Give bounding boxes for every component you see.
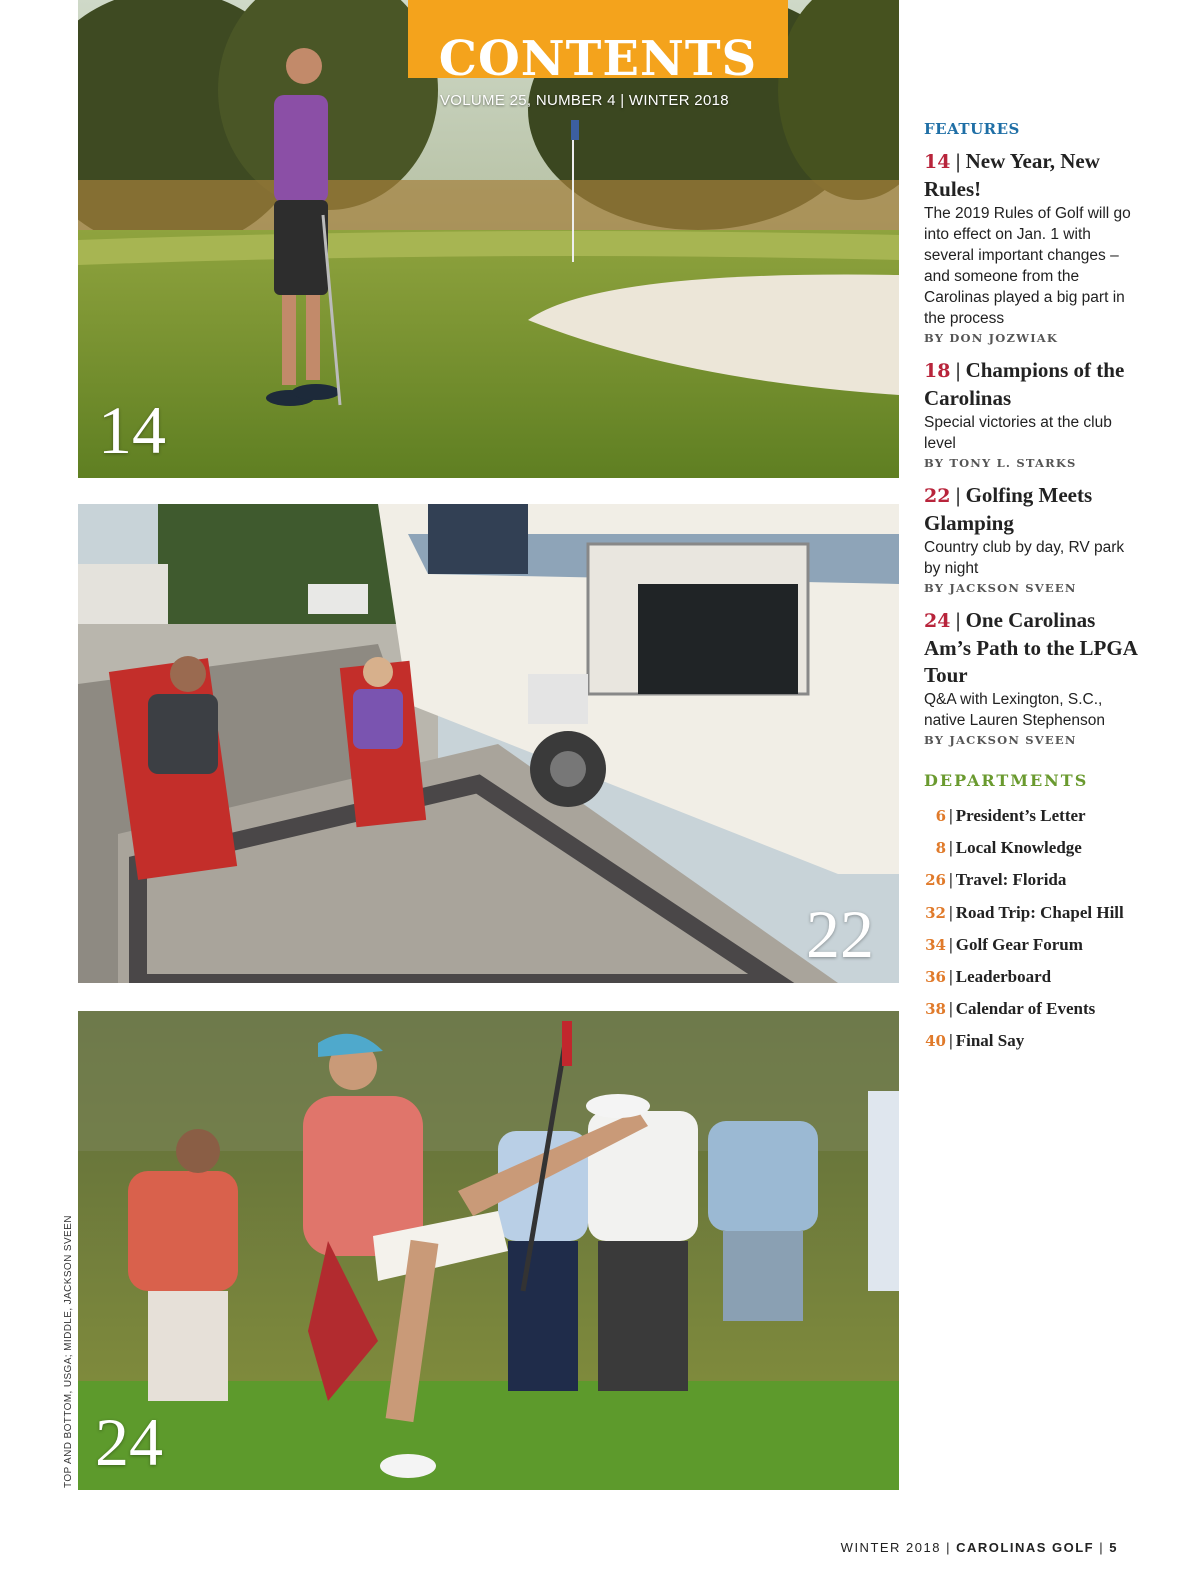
department-page-number: 32 [925,903,946,922]
department-item[interactable] [924,832,1144,864]
feature-title: New Year, New Rules! [924,149,1100,201]
department-title: Local Knowledge [955,838,1082,858]
separator: | [949,806,953,825]
department-title: President’s Letter [955,806,1086,825]
department-page-number: 34 [925,935,946,954]
separator: | [950,483,966,507]
department-item[interactable] [924,1025,1144,1057]
photo-golfer-celebration [78,1011,899,1490]
department-item[interactable] [924,897,1144,929]
department-item[interactable] [924,929,1144,961]
separator: | [950,358,966,382]
feature-byline: BY JACKSON SVEEN [924,581,1077,595]
feature-item[interactable] [924,357,1144,470]
contents-banner [408,0,788,87]
separator: | [950,149,966,173]
departments-heading: DEPARTMENTS [924,771,1089,790]
separator: | [1099,1540,1105,1555]
separator: | [950,608,966,632]
feature-title-row [924,148,1144,203]
department-title: Travel: Florida [955,870,1067,890]
feature-title-row [924,607,1144,689]
issue-line: VOLUME 25, NUMBER 4 | WINTER 2018 [440,92,729,109]
separator: | [949,902,953,922]
department-page-number: 6 [935,807,946,825]
page-folio [841,1540,1118,1555]
separator: | [949,1031,953,1051]
feature-description: Special victories at the club level [924,414,1112,452]
feature-byline: BY JACKSON SVEEN [924,733,1077,747]
separator: | [949,999,953,1019]
feature-title: Champions of the Carolinas [924,358,1125,410]
department-page-number: 36 [925,968,946,987]
department-title: Leaderboard [955,967,1052,987]
photo-credit: TOP AND BOTTOM, USGA; MIDDLE, JACKSON SVEEN [63,1215,74,1488]
feature-description: Country club by day, RV park by night [924,539,1125,577]
feature-title-row [924,482,1144,537]
feature-description: Q&A with Lexington, S.C., native Lauren Stephenson [924,691,1105,729]
contents-title: CONTENTS [438,31,758,87]
department-title: Final Say [955,1031,1025,1051]
department-item[interactable] [924,993,1144,1025]
department-title: Golf Gear Forum [955,934,1083,954]
feature-page-number: 22 [924,485,951,507]
feature-title: One Carolinas Am’s Path to the LPGA Tour [924,608,1137,687]
feature-title-row [924,357,1144,412]
separator: | [949,967,953,987]
photo-page-number: 22 [806,896,874,972]
table-of-contents [924,120,1144,1058]
department-page-number: 26 [925,871,946,890]
feature-byline: BY DON JOZWIAK [924,331,1059,345]
separator: | [949,838,953,858]
folio-page-number: 5 [1109,1540,1118,1555]
feature-item[interactable] [924,607,1144,747]
department-item[interactable] [924,961,1144,993]
feature-page-number: 24 [924,610,951,632]
features-heading: FEATURES [924,120,1020,138]
department-item[interactable] [924,800,1144,832]
department-page-number: 38 [925,1000,946,1019]
feature-item[interactable] [924,482,1144,595]
separator: | [946,1540,951,1555]
feature-page-number: 14 [924,151,951,173]
department-title: Calendar of Events [955,999,1096,1019]
department-title: Road Trip: Chapel Hill [955,902,1124,922]
feature-description: The 2019 Rules of Golf will go into effect on Jan. 1 with several important changes – and someone from the Carolinas played a big part in the process [924,205,1131,327]
department-item[interactable] [924,864,1144,896]
separator: | [949,934,953,954]
photo-page-number: 24 [95,1404,163,1480]
department-page-number: 40 [925,1032,946,1051]
separator: | [949,870,953,890]
feature-item[interactable] [924,148,1144,345]
feature-title: Golfing Meets Glamping [924,483,1093,535]
folio-magazine: CAROLINAS GOLF [956,1540,1095,1555]
folio-season: WINTER 2018 [840,1540,941,1555]
feature-page-number: 18 [924,360,951,382]
photo-page-number: 14 [98,392,166,468]
feature-byline: BY TONY L. STARKS [924,456,1077,470]
photo-rv-glamping [78,504,899,983]
department-page-number: 8 [935,839,946,858]
